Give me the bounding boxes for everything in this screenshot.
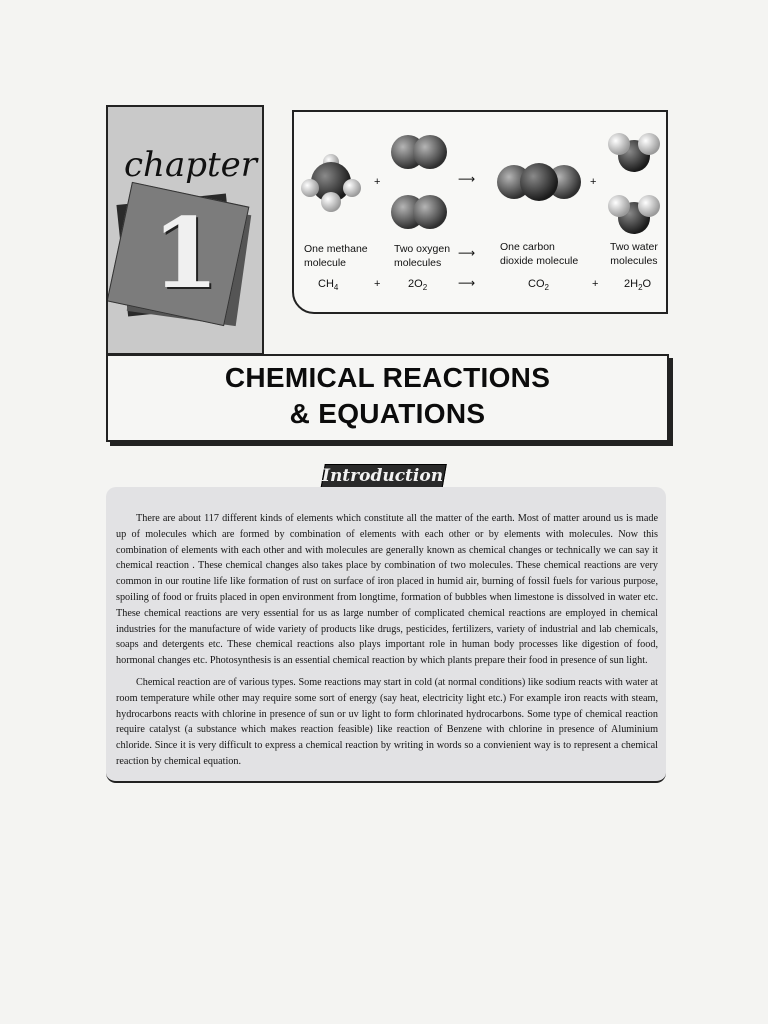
- chapter-title-line-2: & EQUATIONS: [289, 398, 486, 429]
- oxygen-molecule-icon: [388, 192, 454, 232]
- carbon-dioxide-label: One carbon dioxide molecule: [500, 241, 579, 267]
- oxygen-formula: $2O_2$: [408, 278, 428, 293]
- plus-sign: +: [590, 176, 597, 188]
- plus-sign: +: [592, 278, 599, 290]
- chapter-badge: [106, 105, 264, 355]
- oxygen-molecule-icon: [388, 132, 454, 172]
- intro-paragraph-1: There are about 117 different kinds of elements which constitute all the matter of the earth. Most of matter around us is made up of molecules which are formed by combination of elements with each other or by elements with molecules. Now this combination of elements with each other and with molecules are generally known as chemical changes or technically we can say it chemical reaction . These chemical changes also takes place by combination of two molecules. These chemical reactions are very common in our routine life like formation of rust on surface of iron placed in humid air, burning of fossil fuels for various purpose, spoiling of food or fruits placed in open environment from longtime, formation of bubbles when limestone is dissolved in water etc. These chemical reactions are very essential for us as large number of complicated chemical reactions are employed in chemical industries for the manufacture of wide variety of products like drugs, pesticides, fertilizers, variety of industrial and lab chemicals, soaps and detergents etc. These chemical reactions also plays important role in human body processes like digestion of food, hormonal changes etc. Photosynthesis is an essential chemical reaction by which plants prepare their food in presence of sun light.: [116, 513, 658, 667]
- arrow-icon: ⟶: [458, 172, 476, 186]
- carbon-dioxide-formula: $CO_2$: [528, 278, 549, 293]
- intro-text-box: [106, 487, 666, 783]
- reaction-diagram: [292, 110, 668, 314]
- water-molecule-icon: [606, 192, 662, 238]
- intro-paragraph-2: Chemical reaction are of various types. Some reactions may start in cold (at normal conditions) like sodium reacts with water at room temperature while other may require some sort of energy (say heat, electricity light etc.) For example iron reacts with steam, hydrocarbons reacts with chlorine in presence of sun or uv light to form chlorinated hydrocarbons. Some type of chemical reaction require catalyst (a substance which makes reaction feasible) like reaction of Benzene with chlorine in presence of Aluminium chloride. Since it is very difficult to express a chemical reaction by writing in words so a convienient way is to represent a chemical reaction by chemical equation.: [116, 676, 658, 767]
- arrow-icon: ⟶: [458, 246, 476, 260]
- plus-sign: +: [374, 278, 381, 290]
- chapter-title-line-1: CHEMICAL REACTIONS: [224, 362, 551, 393]
- methane-formula: $CH_4$: [318, 278, 339, 293]
- water-label: Two water molecules: [610, 241, 658, 267]
- carbon-dioxide-molecule-icon: [494, 162, 584, 202]
- chapter-title-box: [106, 354, 669, 442]
- oxygen-label: Two oxygen molecules: [394, 243, 451, 269]
- chapter-number: 1: [152, 197, 219, 310]
- methane-molecule-icon: [300, 150, 362, 214]
- methane-label: One methane molecule: [304, 243, 368, 269]
- water-formula: $2H_2O$: [624, 278, 652, 293]
- intro-heading: Introduction: [322, 466, 444, 486]
- arrow-icon: ⟶: [458, 276, 476, 290]
- water-molecule-icon: [606, 130, 662, 176]
- plus-sign: +: [374, 176, 381, 188]
- chapter-word: chapter: [124, 145, 258, 185]
